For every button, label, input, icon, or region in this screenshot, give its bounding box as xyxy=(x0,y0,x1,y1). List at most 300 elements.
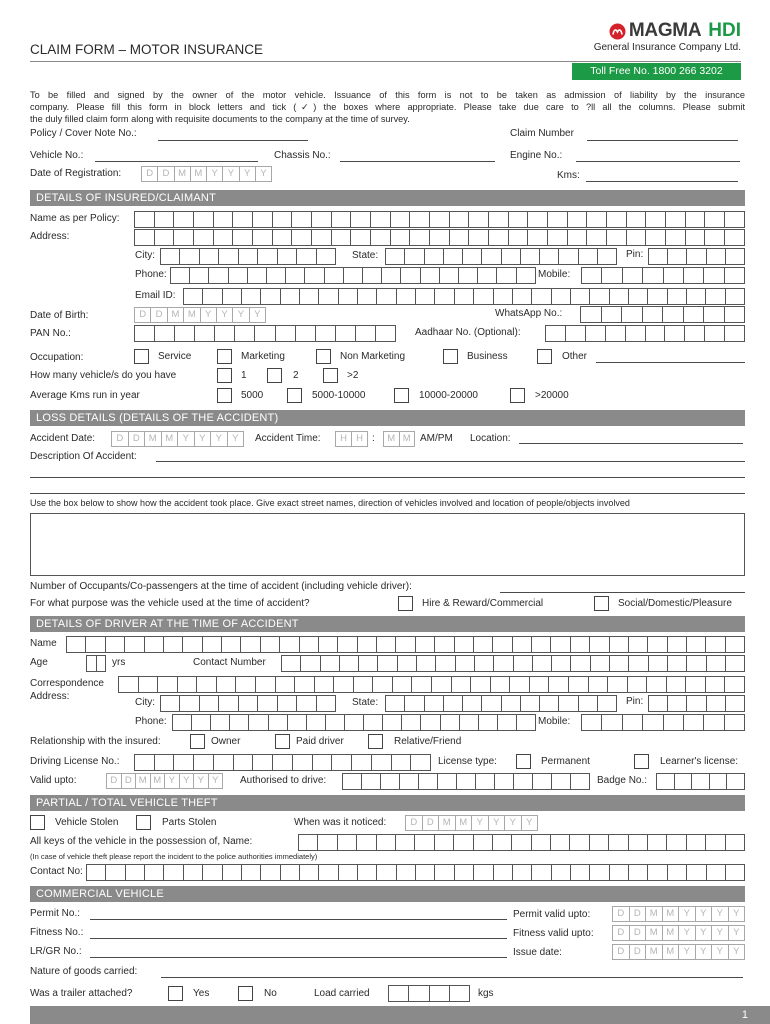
theft-noticed-date-boxes-cell[interactable]: M xyxy=(439,815,456,831)
insured-pin-boxes-cell[interactable] xyxy=(726,248,745,265)
insured-email-boxes-cell[interactable] xyxy=(242,288,261,305)
insured-city-boxes-cell[interactable] xyxy=(161,248,180,265)
driver-name-boxes-cell[interactable] xyxy=(455,636,474,653)
theft-contact-boxes-cell[interactable] xyxy=(571,864,590,881)
insured-pan-boxes-cell[interactable] xyxy=(235,325,255,342)
driver-city-boxes-cell[interactable] xyxy=(219,695,238,712)
license-number-boxes-cell[interactable] xyxy=(392,754,412,771)
issue-date-boxes-cell[interactable]: Y xyxy=(712,944,729,960)
insured-name-boxes-cell[interactable] xyxy=(332,211,352,228)
theft-contact-boxes-cell[interactable] xyxy=(590,864,609,881)
accident-hour-boxes-cell[interactable]: H xyxy=(336,431,352,447)
insured-name-boxes-cell[interactable] xyxy=(450,211,470,228)
issue-date-boxes[interactable] xyxy=(612,944,745,960)
insured-state-boxes-cell[interactable] xyxy=(463,248,482,265)
purpose-social-checkbox[interactable] xyxy=(594,596,609,611)
driver-address-boxes-cell[interactable] xyxy=(569,676,589,693)
driver-name-boxes-cell[interactable] xyxy=(67,636,86,653)
driver-age-boxes-cell[interactable] xyxy=(87,655,97,672)
accident-sketch-area[interactable] xyxy=(30,513,745,576)
insured-pan-boxes-cell[interactable] xyxy=(195,325,215,342)
driver-contact-boxes-cell[interactable] xyxy=(552,655,571,672)
insured-dob-boxes-cell[interactable]: D xyxy=(135,307,151,323)
insured-name-boxes-cell[interactable] xyxy=(155,211,175,228)
authorised-to-drive-boxes[interactable] xyxy=(342,773,590,790)
insured-city-boxes-cell[interactable] xyxy=(278,248,297,265)
insured-address-boxes-cell[interactable] xyxy=(450,229,470,246)
insured-whatsapp-boxes-cell[interactable] xyxy=(684,306,705,323)
insured-whatsapp-boxes-cell[interactable] xyxy=(581,306,602,323)
authorised-to-drive-boxes-cell[interactable] xyxy=(438,773,457,790)
insured-pin-boxes-cell[interactable] xyxy=(687,248,706,265)
insured-whatsapp-boxes[interactable] xyxy=(580,306,745,323)
insured-email-boxes-cell[interactable] xyxy=(184,288,203,305)
theft-contact-boxes-cell[interactable] xyxy=(629,864,648,881)
theft-contact-boxes-cell[interactable] xyxy=(532,864,551,881)
issue-date-boxes-cell[interactable]: Y xyxy=(729,944,746,960)
driver-contact-boxes-cell[interactable] xyxy=(456,655,475,672)
accident-date-boxes-cell[interactable]: Y xyxy=(195,431,212,447)
insured-pan-boxes-cell[interactable] xyxy=(316,325,336,342)
driver-address-boxes-cell[interactable] xyxy=(295,676,315,693)
theft-contact-boxes-cell[interactable] xyxy=(397,864,416,881)
permit-number-field[interactable] xyxy=(90,919,507,920)
driver-address-boxes-cell[interactable] xyxy=(628,676,648,693)
description-field-line-3[interactable] xyxy=(30,493,745,494)
occupation-marketing-checkbox[interactable] xyxy=(217,349,232,364)
driver-phone-boxes-cell[interactable] xyxy=(345,714,364,731)
insured-email-boxes-cell[interactable] xyxy=(455,288,474,305)
insured-phone-boxes-cell[interactable] xyxy=(517,267,536,284)
permit-valid-boxes-cell[interactable]: D xyxy=(630,906,647,922)
license-valid-boxes-cell[interactable]: M xyxy=(151,773,166,789)
insured-name-boxes-cell[interactable] xyxy=(607,211,627,228)
insured-email-boxes-cell[interactable] xyxy=(706,288,725,305)
insured-city-boxes-cell[interactable] xyxy=(200,248,219,265)
license-valid-boxes-cell[interactable]: M xyxy=(136,773,151,789)
insured-phone-boxes-cell[interactable] xyxy=(267,267,286,284)
theft-contact-boxes-cell[interactable] xyxy=(203,864,222,881)
theft-noticed-date-boxes-cell[interactable]: D xyxy=(406,815,423,831)
driver-phone-boxes-cell[interactable] xyxy=(364,714,383,731)
permit-valid-boxes-cell[interactable]: D xyxy=(613,906,630,922)
insured-aadhaar-boxes[interactable] xyxy=(545,325,745,342)
authorised-to-drive-boxes-cell[interactable] xyxy=(514,773,533,790)
driver-name-boxes-cell[interactable] xyxy=(338,636,357,653)
driver-age-boxes-cell[interactable] xyxy=(97,655,107,672)
theft-noticed-date-boxes-cell[interactable]: Y xyxy=(489,815,506,831)
keys-possession-name-boxes-cell[interactable] xyxy=(551,834,570,851)
theft-contact-boxes-cell[interactable] xyxy=(281,864,300,881)
keys-possession-name-boxes-cell[interactable] xyxy=(435,834,454,851)
license-number-boxes-cell[interactable] xyxy=(155,754,175,771)
keys-possession-name-boxes-cell[interactable] xyxy=(667,834,686,851)
driver-state-boxes-cell[interactable] xyxy=(579,695,598,712)
driver-name-boxes-cell[interactable] xyxy=(145,636,164,653)
license-number-boxes-cell[interactable] xyxy=(234,754,254,771)
registration-date-boxes[interactable] xyxy=(141,166,272,182)
authorised-to-drive-boxes-cell[interactable] xyxy=(495,773,514,790)
fitness-valid-boxes-cell[interactable]: D xyxy=(613,925,630,941)
insured-aadhaar-boxes-cell[interactable] xyxy=(665,325,685,342)
insured-pin-boxes-cell[interactable] xyxy=(649,248,668,265)
insured-name-boxes-cell[interactable] xyxy=(666,211,686,228)
keys-possession-name-boxes-cell[interactable] xyxy=(493,834,512,851)
keys-possession-name-boxes-cell[interactable] xyxy=(609,834,628,851)
vehicle-stolen-checkbox[interactable] xyxy=(30,815,45,830)
insured-pan-boxes-cell[interactable] xyxy=(255,325,275,342)
theft-noticed-date-boxes-cell[interactable]: Y xyxy=(472,815,489,831)
registration-date-boxes-cell[interactable]: D xyxy=(158,166,174,182)
insured-state-boxes-cell[interactable] xyxy=(502,248,521,265)
driver-address-boxes-cell[interactable] xyxy=(119,676,139,693)
theft-contact-boxes-cell[interactable] xyxy=(261,864,280,881)
kms-over-20000-checkbox[interactable] xyxy=(510,388,525,403)
theft-contact-boxes-cell[interactable] xyxy=(707,864,726,881)
insured-address-boxes-cell[interactable] xyxy=(253,229,273,246)
driver-contact-boxes-cell[interactable] xyxy=(417,655,436,672)
insured-email-boxes-cell[interactable] xyxy=(532,288,551,305)
fitness-valid-boxes[interactable] xyxy=(612,925,745,941)
insured-phone-boxes-cell[interactable] xyxy=(344,267,363,284)
driver-name-boxes-cell[interactable] xyxy=(183,636,202,653)
insured-email-boxes-cell[interactable] xyxy=(339,288,358,305)
driver-address-boxes-cell[interactable] xyxy=(412,676,432,693)
theft-noticed-date-boxes-cell[interactable]: M xyxy=(456,815,473,831)
driver-address-boxes-cell[interactable] xyxy=(667,676,687,693)
driver-phone-boxes-cell[interactable] xyxy=(460,714,479,731)
insured-email-boxes-cell[interactable] xyxy=(261,288,280,305)
insured-name-boxes-cell[interactable] xyxy=(371,211,391,228)
driver-phone-boxes-cell[interactable] xyxy=(498,714,517,731)
license-valid-boxes-cell[interactable]: Y xyxy=(209,773,224,789)
theft-contact-boxes-cell[interactable] xyxy=(358,864,377,881)
theft-noticed-date-boxes-cell[interactable]: Y xyxy=(522,815,539,831)
vehicle-number-field[interactable] xyxy=(95,161,258,162)
issue-date-boxes-cell[interactable]: M xyxy=(646,944,663,960)
driver-state-boxes-cell[interactable] xyxy=(559,695,578,712)
driver-contact-boxes-cell[interactable] xyxy=(571,655,590,672)
occupation-non-marketing-checkbox[interactable] xyxy=(316,349,331,364)
issue-date-boxes-cell[interactable]: M xyxy=(663,944,680,960)
driver-name-boxes-cell[interactable] xyxy=(222,636,241,653)
driver-contact-boxes[interactable] xyxy=(281,655,745,672)
insured-name-boxes[interactable] xyxy=(134,211,745,228)
insured-email-boxes-cell[interactable] xyxy=(377,288,396,305)
driver-contact-boxes-cell[interactable] xyxy=(629,655,648,672)
driver-name-boxes-cell[interactable] xyxy=(629,636,648,653)
driver-name-boxes-cell[interactable] xyxy=(377,636,396,653)
driver-city-boxes-cell[interactable] xyxy=(200,695,219,712)
driver-address-boxes-cell[interactable] xyxy=(276,676,296,693)
driver-phone-boxes[interactable] xyxy=(172,714,536,731)
driver-name-boxes-cell[interactable] xyxy=(164,636,183,653)
vehicle-count-2-checkbox[interactable] xyxy=(267,368,282,383)
theft-contact-boxes-cell[interactable] xyxy=(513,864,532,881)
theft-contact-boxes-cell[interactable] xyxy=(416,864,435,881)
insured-name-boxes-cell[interactable] xyxy=(509,211,529,228)
insured-name-boxes-cell[interactable] xyxy=(705,211,725,228)
driver-contact-boxes-cell[interactable] xyxy=(591,655,610,672)
claim-number-field[interactable] xyxy=(587,140,738,141)
registration-date-boxes-cell[interactable]: Y xyxy=(240,166,256,182)
keys-possession-name-boxes-cell[interactable] xyxy=(357,834,376,851)
license-number-boxes-cell[interactable] xyxy=(352,754,372,771)
relationship-owner-checkbox[interactable] xyxy=(190,734,205,749)
insured-email-boxes-cell[interactable] xyxy=(552,288,571,305)
insured-phone-boxes-cell[interactable] xyxy=(325,267,344,284)
driver-state-boxes[interactable] xyxy=(385,695,617,712)
theft-contact-boxes-cell[interactable] xyxy=(726,864,745,881)
permit-valid-boxes[interactable] xyxy=(612,906,745,922)
driver-name-boxes[interactable] xyxy=(66,636,745,653)
theft-noticed-date-boxes-cell[interactable]: D xyxy=(423,815,440,831)
insured-name-boxes-cell[interactable] xyxy=(410,211,430,228)
driver-phone-boxes-cell[interactable] xyxy=(211,714,230,731)
license-number-boxes-cell[interactable] xyxy=(411,754,431,771)
theft-contact-boxes-cell[interactable] xyxy=(164,864,183,881)
driver-pin-boxes-cell[interactable] xyxy=(687,695,706,712)
keys-possession-name-boxes-cell[interactable] xyxy=(726,834,745,851)
insured-pan-boxes[interactable] xyxy=(134,325,396,342)
insured-dob-boxes-cell[interactable]: M xyxy=(168,307,184,323)
fitness-valid-boxes-cell[interactable]: Y xyxy=(679,925,696,941)
insured-address-boxes-cell[interactable] xyxy=(312,229,332,246)
driver-address-boxes-cell[interactable] xyxy=(471,676,491,693)
insured-pan-boxes-cell[interactable] xyxy=(376,325,396,342)
insured-pin-boxes-cell[interactable] xyxy=(668,248,687,265)
kms-5000-10000-checkbox[interactable] xyxy=(287,388,302,403)
insured-name-boxes-cell[interactable] xyxy=(214,211,234,228)
keys-possession-name-boxes-cell[interactable] xyxy=(706,834,725,851)
insured-email-boxes-cell[interactable] xyxy=(435,288,454,305)
driver-contact-boxes-cell[interactable] xyxy=(321,655,340,672)
driver-state-boxes-cell[interactable] xyxy=(405,695,424,712)
driver-address-boxes-cell[interactable] xyxy=(315,676,335,693)
insured-name-boxes-cell[interactable] xyxy=(253,211,273,228)
insured-name-boxes-cell[interactable] xyxy=(430,211,450,228)
insured-email-boxes-cell[interactable] xyxy=(610,288,629,305)
driver-city-boxes-cell[interactable] xyxy=(278,695,297,712)
insured-address-boxes-cell[interactable] xyxy=(194,229,214,246)
fitness-valid-boxes-cell[interactable]: Y xyxy=(696,925,713,941)
insured-phone-boxes-cell[interactable] xyxy=(440,267,459,284)
load-carried-boxes-cell[interactable] xyxy=(409,985,429,1002)
insured-aadhaar-boxes-cell[interactable] xyxy=(646,325,666,342)
occupation-other-checkbox[interactable] xyxy=(537,349,552,364)
keys-possession-name-boxes-cell[interactable] xyxy=(299,834,318,851)
driver-address-boxes-cell[interactable] xyxy=(647,676,667,693)
fitness-valid-boxes-cell[interactable]: M xyxy=(663,925,680,941)
policy-number-field[interactable] xyxy=(158,140,308,141)
keys-possession-name-boxes-cell[interactable] xyxy=(377,834,396,851)
insured-email-boxes-cell[interactable] xyxy=(203,288,222,305)
description-field-line-1[interactable] xyxy=(156,461,745,462)
permit-valid-boxes-cell[interactable]: Y xyxy=(712,906,729,922)
driver-name-boxes-cell[interactable] xyxy=(86,636,105,653)
load-carried-boxes[interactable] xyxy=(388,985,470,1002)
engine-number-field[interactable] xyxy=(576,161,740,162)
driver-mobile-boxes-cell[interactable] xyxy=(602,714,622,731)
insured-phone-boxes-cell[interactable] xyxy=(401,267,420,284)
insured-name-boxes-cell[interactable] xyxy=(686,211,706,228)
driver-name-boxes-cell[interactable] xyxy=(203,636,222,653)
registration-date-boxes-cell[interactable]: M xyxy=(175,166,191,182)
driver-state-boxes-cell[interactable] xyxy=(463,695,482,712)
driver-name-boxes-cell[interactable] xyxy=(241,636,260,653)
kms-5000-checkbox[interactable] xyxy=(217,388,232,403)
insured-address-boxes-cell[interactable] xyxy=(548,229,568,246)
license-learner-checkbox[interactable] xyxy=(634,754,649,769)
insured-phone-boxes-cell[interactable] xyxy=(363,267,382,284)
insured-email-boxes-cell[interactable] xyxy=(590,288,609,305)
insured-phone-boxes-cell[interactable] xyxy=(171,267,190,284)
driver-contact-boxes-cell[interactable] xyxy=(726,655,745,672)
authorised-to-drive-boxes-cell[interactable] xyxy=(552,773,571,790)
permit-valid-boxes-cell[interactable]: Y xyxy=(696,906,713,922)
driver-name-boxes-cell[interactable] xyxy=(396,636,415,653)
driver-name-boxes-cell[interactable] xyxy=(106,636,125,653)
insured-mobile-boxes-cell[interactable] xyxy=(725,267,745,284)
insured-email-boxes-cell[interactable] xyxy=(629,288,648,305)
insured-state-boxes-cell[interactable] xyxy=(386,248,405,265)
driver-phone-boxes-cell[interactable] xyxy=(326,714,345,731)
driver-mobile-boxes-cell[interactable] xyxy=(704,714,724,731)
insured-name-boxes-cell[interactable] xyxy=(646,211,666,228)
insured-name-boxes-cell[interactable] xyxy=(312,211,332,228)
insured-email-boxes[interactable] xyxy=(183,288,745,305)
driver-mobile-boxes[interactable] xyxy=(581,714,745,731)
issue-date-boxes-cell[interactable]: D xyxy=(613,944,630,960)
insured-name-boxes-cell[interactable] xyxy=(528,211,548,228)
driver-pin-boxes[interactable] xyxy=(648,695,745,712)
insured-aadhaar-boxes-cell[interactable] xyxy=(546,325,566,342)
keys-possession-name-boxes-cell[interactable] xyxy=(318,834,337,851)
insured-state-boxes-cell[interactable] xyxy=(444,248,463,265)
keys-possession-name-boxes-cell[interactable] xyxy=(512,834,531,851)
keys-possession-name-boxes-cell[interactable] xyxy=(687,834,706,851)
theft-contact-boxes-cell[interactable] xyxy=(494,864,513,881)
accident-minute-boxes-cell[interactable]: M xyxy=(384,431,400,447)
insured-name-boxes-cell[interactable] xyxy=(273,211,293,228)
keys-possession-name-boxes-cell[interactable] xyxy=(629,834,648,851)
license-number-boxes-cell[interactable] xyxy=(372,754,392,771)
badge-number-boxes-cell[interactable] xyxy=(675,773,693,790)
insured-pan-boxes-cell[interactable] xyxy=(215,325,235,342)
keys-possession-name-boxes[interactable] xyxy=(298,834,745,851)
driver-contact-boxes-cell[interactable] xyxy=(282,655,301,672)
driver-age-boxes[interactable] xyxy=(86,655,106,672)
theft-contact-boxes-cell[interactable] xyxy=(552,864,571,881)
permit-valid-boxes-cell[interactable]: M xyxy=(646,906,663,922)
insured-name-boxes-cell[interactable] xyxy=(548,211,568,228)
driver-address-boxes-cell[interactable] xyxy=(491,676,511,693)
driver-city-boxes-cell[interactable] xyxy=(297,695,316,712)
accident-hour-boxes-cell[interactable]: H xyxy=(352,431,368,447)
theft-contact-boxes-cell[interactable] xyxy=(474,864,493,881)
insured-whatsapp-boxes-cell[interactable] xyxy=(663,306,684,323)
driver-address-boxes-cell[interactable] xyxy=(725,676,745,693)
insured-mobile-boxes-cell[interactable] xyxy=(623,267,643,284)
vehicle-count-1-checkbox[interactable] xyxy=(217,368,232,383)
license-number-boxes-cell[interactable] xyxy=(313,754,333,771)
insured-phone-boxes-cell[interactable] xyxy=(421,267,440,284)
driver-state-boxes-cell[interactable] xyxy=(386,695,405,712)
insured-city-boxes-cell[interactable] xyxy=(219,248,238,265)
driver-address-boxes-cell[interactable] xyxy=(139,676,159,693)
insured-dob-boxes-cell[interactable]: Y xyxy=(201,307,217,323)
driver-city-boxes-cell[interactable] xyxy=(239,695,258,712)
driver-city-boxes-cell[interactable] xyxy=(317,695,336,712)
insured-address-boxes-cell[interactable] xyxy=(646,229,666,246)
permit-valid-boxes-cell[interactable]: Y xyxy=(729,906,746,922)
insured-email-boxes-cell[interactable] xyxy=(223,288,242,305)
keys-possession-name-boxes-cell[interactable] xyxy=(396,834,415,851)
theft-contact-boxes-cell[interactable] xyxy=(377,864,396,881)
insured-city-boxes-cell[interactable] xyxy=(297,248,316,265)
driver-contact-boxes-cell[interactable] xyxy=(649,655,668,672)
driver-name-boxes-cell[interactable] xyxy=(300,636,319,653)
load-carried-boxes-cell[interactable] xyxy=(430,985,450,1002)
fitness-valid-boxes-cell[interactable]: M xyxy=(646,925,663,941)
license-number-boxes-cell[interactable] xyxy=(194,754,214,771)
insured-address-boxes-cell[interactable] xyxy=(469,229,489,246)
registration-date-boxes-cell[interactable]: Y xyxy=(223,166,239,182)
trailer-no-checkbox[interactable] xyxy=(238,986,253,1001)
insured-name-boxes-cell[interactable] xyxy=(587,211,607,228)
driver-contact-boxes-cell[interactable] xyxy=(378,655,397,672)
driver-name-boxes-cell[interactable] xyxy=(125,636,144,653)
theft-contact-boxes-cell[interactable] xyxy=(87,864,106,881)
insured-email-boxes-cell[interactable] xyxy=(687,288,706,305)
driver-state-boxes-cell[interactable] xyxy=(482,695,501,712)
driver-address-boxes-cell[interactable] xyxy=(197,676,217,693)
occupants-field[interactable] xyxy=(500,592,745,593)
insured-name-boxes-cell[interactable] xyxy=(174,211,194,228)
authorised-to-drive-boxes-cell[interactable] xyxy=(419,773,438,790)
authorised-to-drive-boxes-cell[interactable] xyxy=(362,773,381,790)
insured-name-boxes-cell[interactable] xyxy=(391,211,411,228)
issue-date-boxes-cell[interactable]: D xyxy=(630,944,647,960)
license-valid-boxes-cell[interactable]: Y xyxy=(180,773,195,789)
driver-name-boxes-cell[interactable] xyxy=(319,636,338,653)
insured-mobile-boxes-cell[interactable] xyxy=(684,267,704,284)
license-number-boxes-cell[interactable] xyxy=(135,754,155,771)
insured-city-boxes-cell[interactable] xyxy=(258,248,277,265)
driver-address-boxes-cell[interactable] xyxy=(706,676,726,693)
keys-possession-name-boxes-cell[interactable] xyxy=(532,834,551,851)
theft-contact-boxes-cell[interactable] xyxy=(455,864,474,881)
driver-address-boxes-cell[interactable] xyxy=(452,676,472,693)
authorised-to-drive-boxes-cell[interactable] xyxy=(533,773,552,790)
accident-date-boxes-cell[interactable]: Y xyxy=(178,431,195,447)
driver-contact-boxes-cell[interactable] xyxy=(436,655,455,672)
driver-city-boxes-cell[interactable] xyxy=(180,695,199,712)
insured-pan-boxes-cell[interactable] xyxy=(336,325,356,342)
accident-date-boxes-cell[interactable]: D xyxy=(112,431,129,447)
kms-field[interactable] xyxy=(586,181,738,182)
driver-phone-boxes-cell[interactable] xyxy=(288,714,307,731)
permit-valid-boxes-cell[interactable]: M xyxy=(663,906,680,922)
keys-possession-name-boxes-cell[interactable] xyxy=(474,834,493,851)
driver-contact-boxes-cell[interactable] xyxy=(533,655,552,672)
accident-date-boxes-cell[interactable]: Y xyxy=(211,431,228,447)
theft-noticed-date-boxes[interactable] xyxy=(405,815,538,831)
insured-email-boxes-cell[interactable] xyxy=(416,288,435,305)
insured-state-boxes-cell[interactable] xyxy=(559,248,578,265)
driver-name-boxes-cell[interactable] xyxy=(358,636,377,653)
insured-email-boxes-cell[interactable] xyxy=(513,288,532,305)
